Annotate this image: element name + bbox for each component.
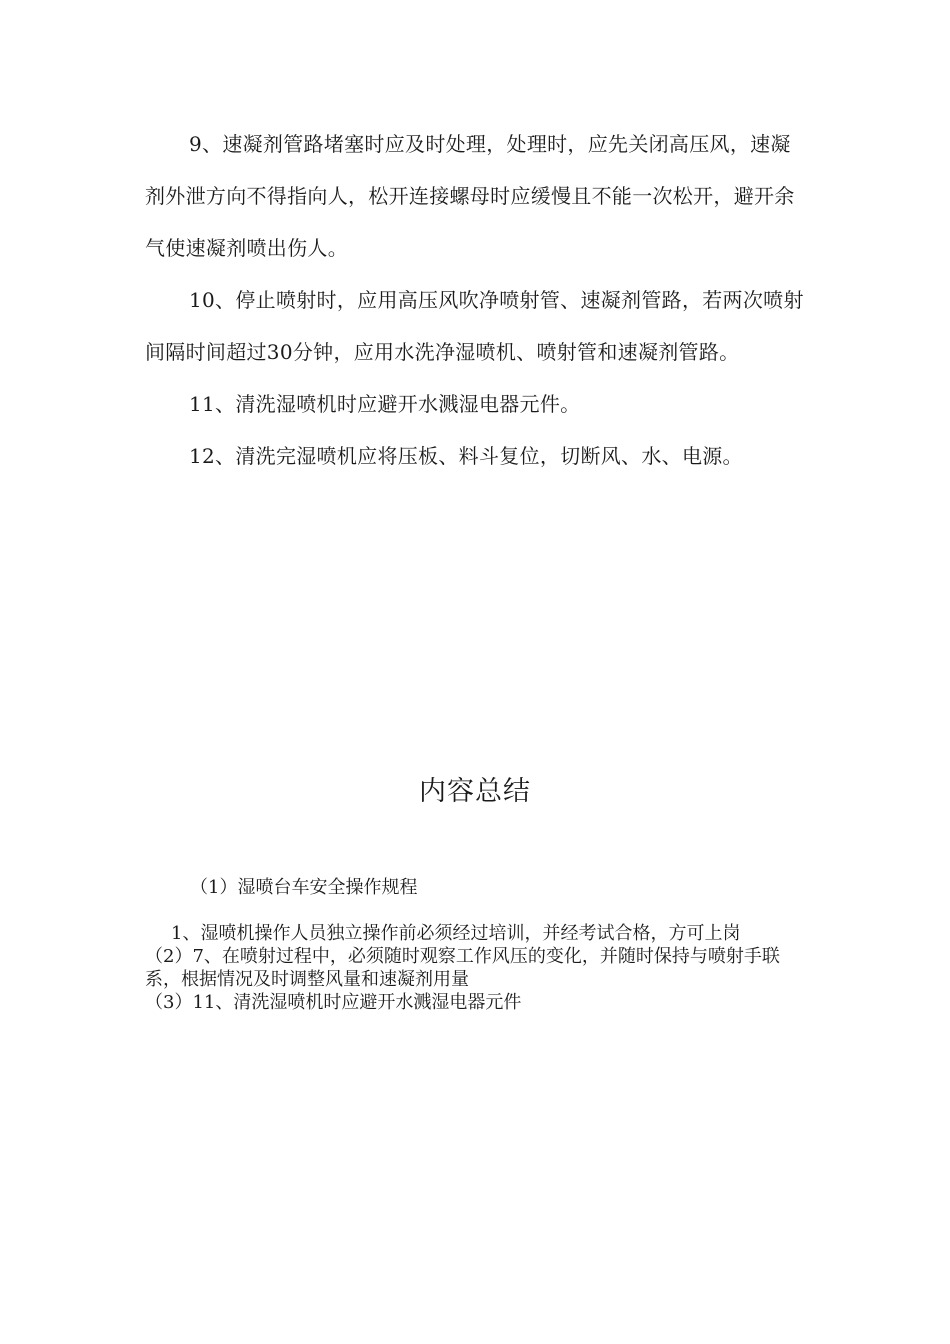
summary-item: （3）11、清洗湿喷机时应避开水溅湿电器元件 bbox=[145, 992, 522, 1013]
procedure-paragraph: 12、清洗完湿喷机应将压板、料斗复位，切断风、水、电源。 bbox=[189, 444, 743, 468]
summary-item: 1、湿喷机操作人员独立操作前必须经过培训，并经考试合格，方可上岗 bbox=[171, 923, 741, 944]
procedure-paragraph: 10、停止喷射时，应用高压风吹净喷射管、速凝剂管路，若两次喷射间隔时间超过30分钟，应用水洗净湿喷机、喷射管和速凝剂管路。 bbox=[145, 288, 804, 364]
procedure-paragraph: 9、速凝剂管路堵塞时应及时处理，处理时，应先关闭高压风，速凝剂外泄方向不得指向人，松开连接螺母时应缓慢且不能一次松开，避开余气使速凝剂喷出伤人。 bbox=[145, 132, 795, 260]
summary-section bbox=[145, 874, 810, 1014]
summary-title: 内容总结 bbox=[419, 776, 531, 807]
procedure-body bbox=[145, 118, 810, 482]
summary-subtitle: （1）湿喷台车安全操作规程 bbox=[190, 877, 418, 898]
summary-item: （2）7、在喷射过程中，必须随时观察工作风压的变化，并随时保持与喷射手联系，根据情况及时调整风量和速凝剂用量 bbox=[145, 946, 780, 990]
procedure-paragraph: 11、清洗湿喷机时应避开水溅湿电器元件。 bbox=[189, 392, 581, 416]
